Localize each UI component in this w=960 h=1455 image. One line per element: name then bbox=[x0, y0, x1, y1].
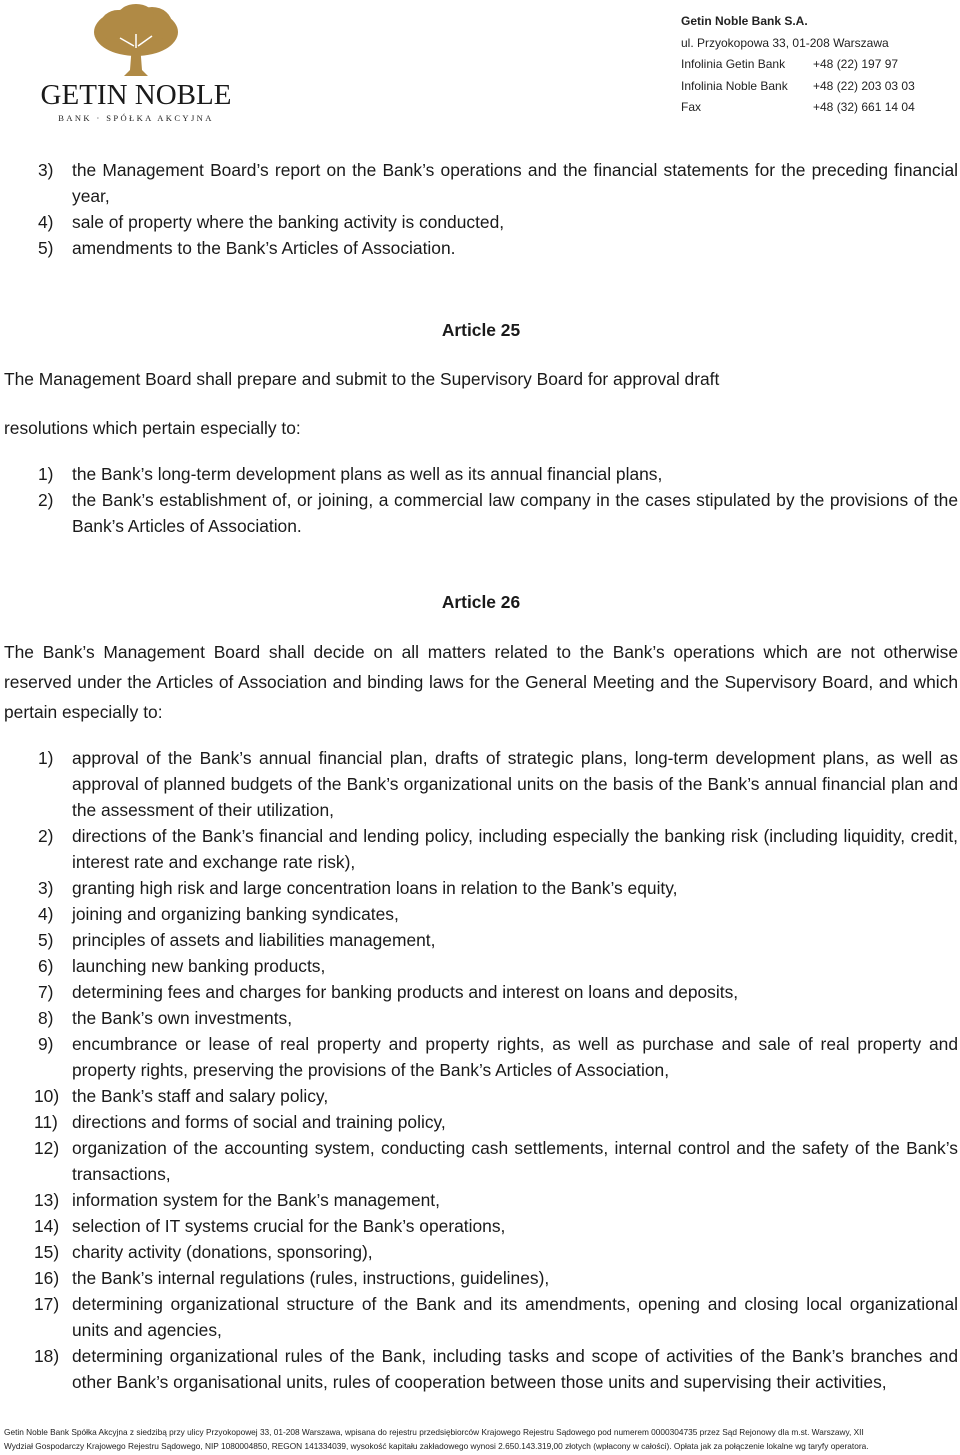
item-number: 6) bbox=[38, 956, 54, 976]
list-item bbox=[4, 461, 958, 487]
intro-list bbox=[4, 157, 958, 261]
item-text: joining and organizing banking syndicates, bbox=[72, 904, 399, 924]
article-26-list bbox=[4, 745, 958, 1395]
contact-label: Infolinia Getin Bank bbox=[681, 57, 786, 71]
tree-logo-icon bbox=[90, 4, 182, 78]
list-item bbox=[4, 209, 958, 235]
contact-label: Fax bbox=[681, 100, 702, 114]
item-text: charity activity (donations, sponsoring), bbox=[72, 1242, 373, 1262]
item-number: 15) bbox=[34, 1242, 60, 1262]
list-item bbox=[4, 823, 958, 875]
item-number: 12) bbox=[34, 1138, 60, 1158]
item-number: 5) bbox=[38, 238, 54, 258]
list-item bbox=[4, 1187, 958, 1213]
list-item bbox=[4, 157, 958, 209]
item-number: 13) bbox=[34, 1190, 60, 1210]
item-text: selection of IT systems crucial for the Bank’s operations, bbox=[72, 1216, 506, 1236]
list-item bbox=[4, 979, 958, 1005]
list-item bbox=[4, 1213, 958, 1239]
article-26-paragraph: The Bank’s Management Board shall decide on all matters related to the Bank’s operations which are not otherwise reserved under the Articles of Association and binding laws for the General Meeting and the Supervisory Board, and which pertain especially to: bbox=[4, 642, 958, 722]
list-item bbox=[4, 1083, 958, 1109]
contact-row bbox=[681, 76, 941, 98]
item-number: 5) bbox=[38, 930, 54, 950]
item-number: 2) bbox=[38, 826, 54, 846]
list-item bbox=[4, 1291, 958, 1343]
list-item bbox=[4, 875, 958, 901]
item-text: granting high risk and large concentration loans in relation to the Bank’s equity, bbox=[72, 878, 678, 898]
article-26-heading: Article 26 bbox=[441, 592, 521, 612]
article-25-heading: Article 25 bbox=[441, 320, 521, 340]
item-number: 16) bbox=[34, 1268, 60, 1288]
list-item bbox=[4, 487, 958, 539]
item-text: determining fees and charges for banking products and interest on loans and deposits, bbox=[72, 982, 739, 1002]
article-25-list bbox=[4, 461, 958, 539]
contact-row bbox=[681, 54, 941, 76]
article-25-paragraph: The Management Board shall prepare and submit to the Supervisory Board for approval draft bbox=[4, 369, 720, 389]
list-item bbox=[4, 235, 958, 261]
item-text: encumbrance or lease of real property and property rights, as well as purchase and sale of real property and property rights, preserving the provisions of the Bank’s Articles of Association, bbox=[72, 1034, 958, 1080]
item-text: determining organizational rules of the Bank, including tasks and scope of activities of the Bank’s branches and other Bank’s organisational units, rules of cooperation between those units and supervising their activities, bbox=[72, 1346, 958, 1392]
item-number: 18) bbox=[34, 1346, 60, 1366]
item-number: 7) bbox=[38, 982, 54, 1002]
item-number: 2) bbox=[38, 490, 54, 510]
item-number: 14) bbox=[34, 1216, 60, 1236]
item-text: amendments to the Bank’s Articles of Association. bbox=[72, 238, 456, 258]
footer-line: Getin Noble Bank Spółka Akcyjna z siedzibą przy ulicy Przyokopowej 33, 01-208 Warszawa, wpisana do rejestru przedsiębiorców Krajowego Rejestru Sądowego pod numerem 0000304735 przez Sąd Rejonowy dla m.st. Warszawy, XII bbox=[4, 1427, 864, 1437]
item-text: the Bank’s own investments, bbox=[72, 1008, 293, 1028]
item-text: information system for the Bank’s management, bbox=[72, 1190, 440, 1210]
item-number: 1) bbox=[38, 464, 54, 484]
item-number: 1) bbox=[38, 748, 54, 768]
list-item bbox=[4, 927, 958, 953]
item-text: launching new banking products, bbox=[72, 956, 326, 976]
list-item bbox=[4, 953, 958, 979]
list-item bbox=[4, 1031, 958, 1083]
item-text: organization of the accounting system, conducting cash settlements, internal control and the safety of the Bank’s transactions, bbox=[72, 1138, 958, 1184]
list-item bbox=[4, 745, 958, 823]
document-body bbox=[4, 157, 958, 1395]
list-item bbox=[4, 901, 958, 927]
item-number: 3) bbox=[38, 878, 54, 898]
item-text: directions of the Bank’s financial and lending policy, including especially the banking risk (including liquidity, credit, interest rate and exchange rate risk), bbox=[72, 826, 958, 872]
list-item bbox=[4, 1343, 958, 1395]
item-text: the Bank’s internal regulations (rules, instructions, guidelines), bbox=[72, 1268, 550, 1288]
item-text: the Bank’s establishment of, or joining, a commercial law company in the cases stipulated by the provisions of the Bank’s Articles of Association. bbox=[72, 490, 958, 536]
contact-value: +48 (22) 197 97 bbox=[813, 57, 899, 71]
article-25-paragraph: resolutions which pertain especially to: bbox=[4, 418, 301, 438]
item-text: determining organizational structure of the Bank and its amendments, opening and closing local organizational units and agencies, bbox=[72, 1294, 958, 1340]
list-item bbox=[4, 1135, 958, 1187]
item-text: sale of property where the banking activity is conducted, bbox=[72, 212, 505, 232]
bank-logo bbox=[38, 4, 234, 123]
company-address: ul. Przyokopowa 33, 01-208 Warszawa bbox=[681, 35, 889, 50]
contact-row bbox=[681, 97, 941, 119]
company-name: Getin Noble Bank S.A. bbox=[681, 14, 808, 28]
item-number: 4) bbox=[38, 904, 54, 924]
item-number: 8) bbox=[38, 1008, 54, 1028]
contact-block bbox=[681, 11, 941, 119]
item-text: approval of the Bank’s annual financial plan, drafts of strategic plans, long-term development plans, as well as approval of planned budgets of the Bank’s organizational units on the basis of the Bank’s annual financial plan and the assessment of their utilization, bbox=[72, 748, 958, 820]
item-number: 10) bbox=[34, 1086, 60, 1106]
contact-label: Infolinia Noble Bank bbox=[681, 78, 788, 93]
item-number: 17) bbox=[34, 1294, 60, 1314]
list-item bbox=[4, 1265, 958, 1291]
item-number: 4) bbox=[38, 212, 54, 232]
item-number: 3) bbox=[38, 160, 54, 180]
item-text: the Bank’s long-term development plans as well as its annual financial plans, bbox=[72, 464, 663, 484]
list-item bbox=[4, 1005, 958, 1031]
item-text: principles of assets and liabilities management, bbox=[72, 930, 436, 950]
item-number: 9) bbox=[38, 1034, 54, 1054]
list-item bbox=[4, 1109, 958, 1135]
footer bbox=[4, 1425, 958, 1453]
footer-line: Wydział Gospodarczy Krajowego Rejestru Sądowego, NIP 1080004850, REGON 141334039, wysokość kapitału zakładowego wynosi 2.650.143.319,00 złotych (wpłacony w całości). Opłata jak za połączenie lokalne wg taryfy operatora. bbox=[4, 1441, 869, 1451]
brand-name: GETIN NOBLE bbox=[40, 79, 232, 111]
item-text: the Management Board’s report on the Bank’s operations and the financial statements for the preceding financial year, bbox=[72, 160, 958, 206]
contact-value: +48 (32) 661 14 04 bbox=[813, 100, 915, 114]
item-text: the Bank’s staff and salary policy, bbox=[72, 1086, 329, 1106]
brand-subtitle: BANK · SPÓŁKA AKCYJNA bbox=[58, 113, 214, 123]
list-item bbox=[4, 1239, 958, 1265]
item-number: 11) bbox=[34, 1112, 58, 1132]
item-text: directions and forms of social and training policy, bbox=[72, 1112, 446, 1132]
contact-value: +48 (22) 203 03 03 bbox=[813, 78, 915, 93]
